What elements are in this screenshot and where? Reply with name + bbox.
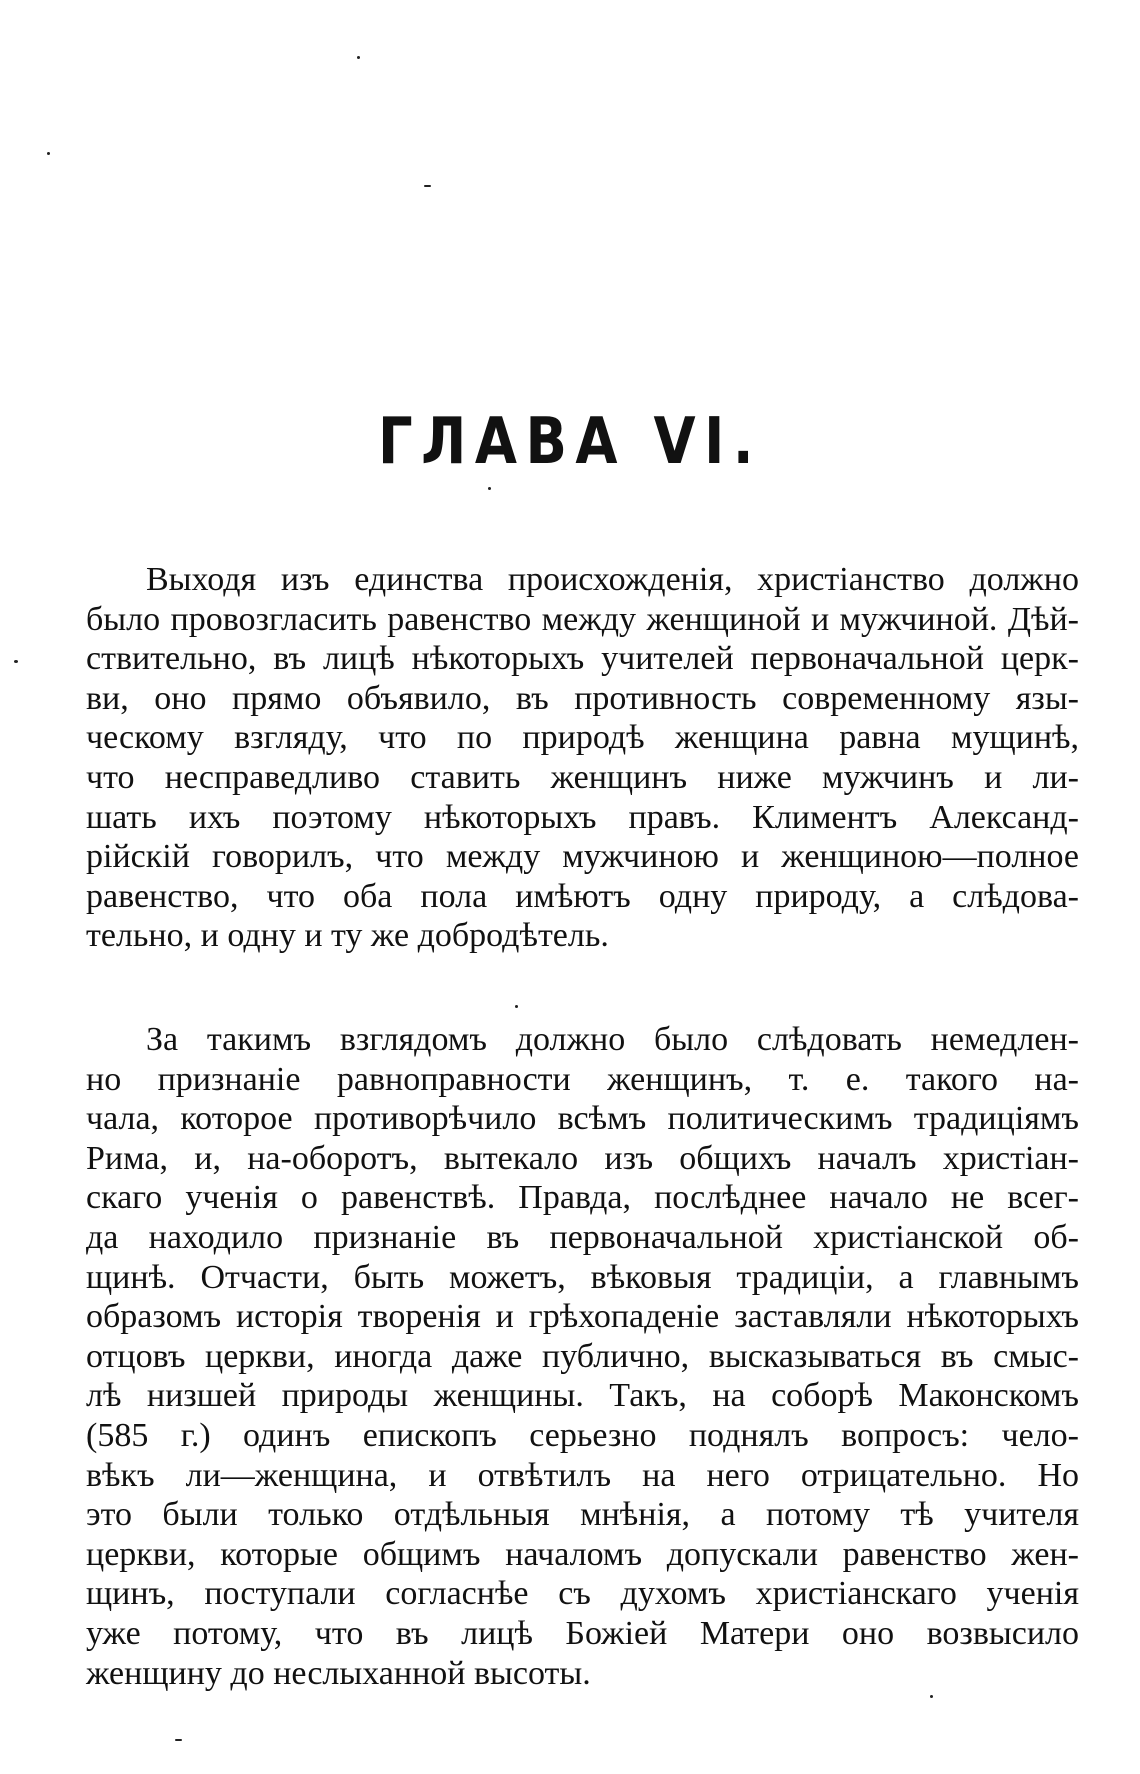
text-line: (585 г.) одинъ епископъ серьезно поднялъ вопросъ: чело- <box>86 1416 1079 1454</box>
text-line: ческому взгляду, что по природѣ женщина равна мущинѣ, <box>86 719 1079 757</box>
text-line: это были только отдѣльныя мнѣнія, а потому тѣ учителя <box>86 1496 1079 1534</box>
scan-speck <box>515 1005 518 1008</box>
text-line: тельно, и одну и ту же добродѣтель. <box>86 917 609 955</box>
scan-speck <box>47 152 50 155</box>
text-line: было провозгласить равенство между женщиной и мужчиной. Дѣй- <box>86 600 1079 638</box>
text-line: женщину до неслыханной высоты. <box>86 1654 591 1692</box>
text-line: что несправедливо ставить женщинъ ниже мужчинъ и ли- <box>86 758 1079 796</box>
text-line: рійскій говорилъ, что между мужчиною и женщиною—полное <box>86 838 1079 876</box>
text-line: щинѣ. Отчасти, быть можетъ, вѣковыя традиціи, а главнымъ <box>86 1258 1079 1296</box>
text-line: отцовъ церкви, иногда даже публично, высказываться въ смыс- <box>86 1337 1079 1375</box>
text-line: Рима, и, на-оборотъ, вытекало изъ общихъ началъ христіан- <box>86 1139 1079 1177</box>
text-line: Выходя изъ единства происхожденія, христіанство должно <box>146 561 1079 598</box>
text-line: церкви, которые общимъ началомъ допускали равенство жен- <box>86 1535 1079 1573</box>
text-line: щинъ, поступали согласнѣе съ духомъ христіанскаго ученія <box>86 1575 1079 1613</box>
text-line: лѣ низшей природы женщины. Такъ, на соборѣ Маконскомъ <box>86 1377 1079 1415</box>
paragraph-2 <box>86 1020 1079 1693</box>
scan-speck <box>175 1739 182 1741</box>
scan-speck <box>424 185 431 187</box>
text-line: да находило признаніе въ первоначальной христіанской об- <box>86 1218 1079 1256</box>
text-line: уже потому, что въ лицѣ Божіей Матери оно возвысило <box>86 1614 1079 1652</box>
scan-speck <box>357 56 360 59</box>
paragraph-1 <box>86 560 1079 956</box>
text-line: вѣкъ ли—женщина, и отвѣтилъ на него отрицательно. Но <box>86 1456 1079 1494</box>
text-line: ви, оно прямо объявило, въ противность современному язы- <box>86 679 1079 717</box>
text-line: шать ихъ поэтому нѣкоторыхъ правъ. Климентъ Александ- <box>86 798 1079 836</box>
text-line: скаго ученія о равенствѣ. Правда, послѣднее начало не всег- <box>86 1179 1079 1217</box>
text-line: За такимъ взглядомъ должно было слѣдовать немедлен- <box>146 1021 1079 1058</box>
text-line: ствительно, въ лицѣ нѣкоторыхъ учителей первоначальной церк- <box>86 640 1079 678</box>
text-line: равенство, что оба пола имѣютъ одну природу, а слѣдова- <box>86 877 1079 915</box>
text-line: образомъ исторія творенія и грѣхопаденіе заставляли нѣкоторыхъ <box>86 1298 1079 1336</box>
text-line: но признаніе равноправности женщинъ, т. е. такого на- <box>86 1060 1079 1098</box>
scan-speck <box>930 1695 933 1698</box>
scan-speck <box>488 487 491 490</box>
text-line: чала, которое противорѣчило всѣмъ политическимъ традиціямъ <box>86 1100 1079 1138</box>
scan-speck <box>14 660 18 663</box>
chapter-title: ГЛАВА VI. <box>378 405 762 479</box>
